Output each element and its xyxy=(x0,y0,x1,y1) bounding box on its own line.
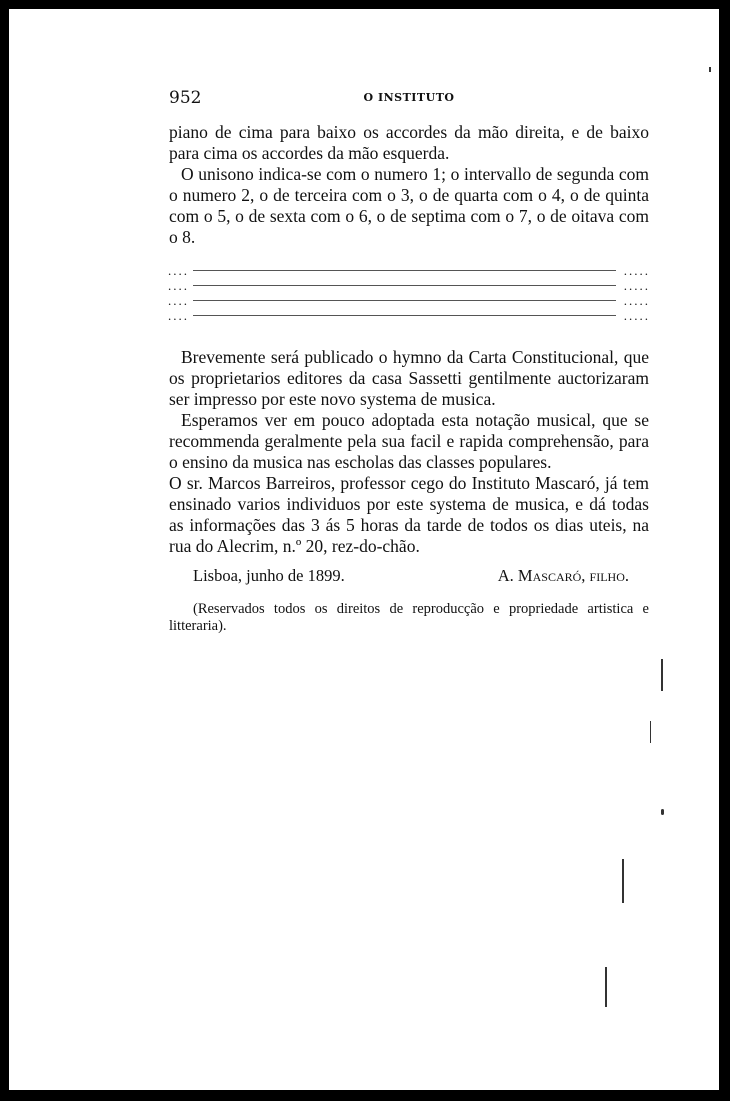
leader-rule xyxy=(193,315,616,316)
scan-artifact-mark xyxy=(661,659,663,691)
dot-leader-row xyxy=(168,308,650,323)
paragraph-teacher-info: O sr. Marcos Barreiros, professor cego do Instituto Mascaró, já tem ensinado varios individuos por este systema de musica, e dá todas as informações das 3 ás 5 horas da tarde de todos os dias uteis, na rua do Alecrim, n.º 20, rez-do-chão. xyxy=(169,473,649,556)
leader-dots-right: ..... xyxy=(623,292,650,308)
dot-leader-row xyxy=(168,263,650,278)
leader-dots-left: .... xyxy=(168,307,189,323)
leader-rule xyxy=(193,300,616,301)
dot-leader-row xyxy=(168,293,650,308)
scan-artifact-mark xyxy=(650,721,651,743)
scan-artifact-mark xyxy=(605,967,607,1007)
leader-dots-right: ..... xyxy=(623,277,650,293)
leader-dots-left: .... xyxy=(168,292,189,308)
leader-rule xyxy=(193,270,616,271)
author-signature: A. Mascaró, filho. xyxy=(497,566,629,585)
paragraph-unison-intervals: O unisono indica-se com o numero 1; o intervallo de segunda com o numero 2, o de terceira com o 3, o de quarta com o 4, o de quinta com o 5, o de sexta com o 6, o de septima com o 7, o de oitava com o 8. xyxy=(169,164,649,247)
rights-footnote: (Reservados todos os direitos de reproducção e propriedade artistica e litteraria). xyxy=(169,601,649,634)
body-text-block-2 xyxy=(169,347,649,557)
scan-artifact-mark xyxy=(661,809,664,815)
place-date: Lisboa, junho de 1899. xyxy=(193,566,345,585)
body-text-block-1 xyxy=(169,122,649,248)
dot-leader-row xyxy=(168,278,650,293)
leader-dots-left: .... xyxy=(168,262,189,278)
document-page xyxy=(9,9,719,1090)
leader-rule xyxy=(193,285,616,286)
running-title: O INSTITUTO xyxy=(363,91,455,104)
leader-dots-right: ..... xyxy=(623,307,650,323)
scan-artifact-mark xyxy=(709,67,711,72)
running-head xyxy=(169,88,649,110)
leader-dots-left: .... xyxy=(168,277,189,293)
signature-line xyxy=(169,566,629,586)
paragraph-piano-chords: piano de cima para baixo os accordes da mão direita, e de baixo para cima os accordes da mão esquerda. xyxy=(169,122,649,163)
scan-artifact-mark xyxy=(622,859,624,903)
page-number: 952 xyxy=(169,88,202,108)
dot-leader-rows xyxy=(168,263,650,323)
paragraph-hymn-announcement: Brevemente será publicado o hymno da Carta Constitucional, que os proprietarios editores da casa Sassetti gentilmente auctorizaram ser impresso por este novo systema de musica. xyxy=(169,347,649,409)
leader-dots-right: ..... xyxy=(623,262,650,278)
paragraph-notation-adoption: Esperamos ver em pouco adoptada esta notação musical, que se recommenda geralmente pela sua facil e rapida comprehensão, para o ensino da musica nas escholas das classes populares. xyxy=(169,410,649,472)
